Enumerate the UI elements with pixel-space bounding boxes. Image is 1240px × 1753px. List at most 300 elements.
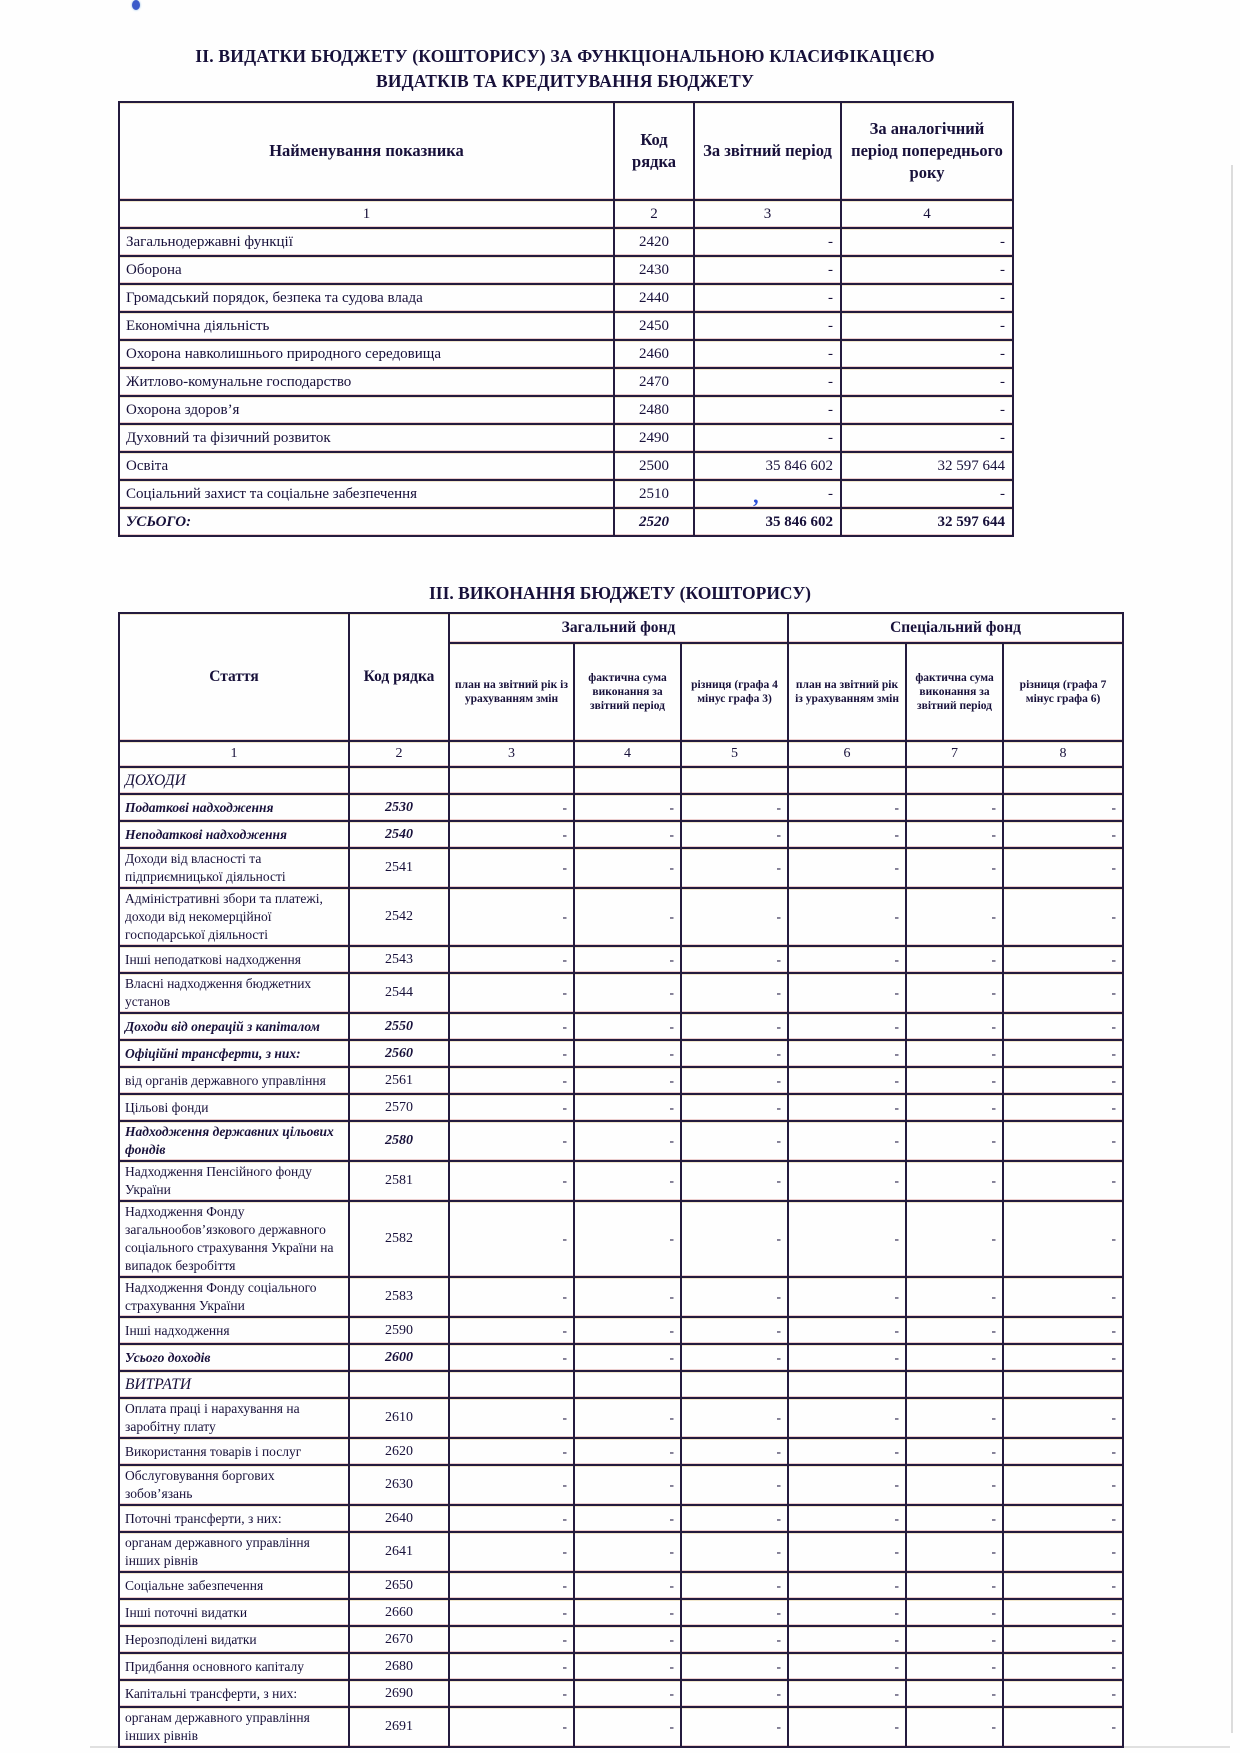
expenses-by-function-table: [118, 101, 1014, 537]
general-fund-actual-cell: -: [574, 821, 681, 848]
special-fund-plan-cell: -: [788, 848, 906, 888]
row-code-cell: 2590: [349, 1317, 449, 1344]
row-code-cell: 2544: [349, 973, 449, 1013]
general-fund-actual-cell: -: [574, 1067, 681, 1094]
general-fund-plan-cell: -: [449, 1161, 574, 1201]
special-fund-diff-cell: -: [1003, 946, 1123, 973]
special-fund-actual-cell: -: [906, 888, 1003, 946]
previous-period-value-cell: -: [841, 228, 1013, 256]
row-code-cell: 2542: [349, 888, 449, 946]
general-fund-plan-cell: -: [449, 1121, 574, 1161]
special-fund-plan-cell: -: [788, 1317, 906, 1344]
general-fund-plan-cell: -: [449, 1572, 574, 1599]
special-fund-plan-cell: -: [788, 888, 906, 946]
general-fund-plan-cell: [449, 1371, 574, 1398]
general-fund-actual-cell: -: [574, 1707, 681, 1747]
sub-header-special-plan: план на звітний рік із урахуванням змін: [788, 643, 906, 741]
indicator-name-cell: Охорона навколишнього природного середовища: [119, 340, 614, 368]
general-fund-actual-cell: -: [574, 888, 681, 946]
section2-title-line2: ВИДАТКІВ ТА КРЕДИТУВАННЯ БЮДЖЕТУ: [375, 71, 754, 91]
sub-header-general-diff: різниця (графа 4 мінус графа 3): [681, 643, 788, 741]
special-fund-actual-cell: -: [906, 1344, 1003, 1371]
general-fund-actual-cell: -: [574, 973, 681, 1013]
indicator-name-cell: Духовний та фізичний розвиток: [119, 424, 614, 452]
special-fund-plan-cell: [788, 1371, 906, 1398]
row-code-cell: 2541: [349, 848, 449, 888]
general-fund-diff-cell: -: [681, 794, 788, 821]
general-fund-actual-cell: -: [574, 1505, 681, 1532]
general-fund-actual-cell: -: [574, 794, 681, 821]
article-name-cell: органам державного управління інших рівнів: [119, 1707, 349, 1747]
row-code-cell: 2520: [614, 508, 694, 536]
col-number: 4: [841, 200, 1013, 228]
table-row: [119, 396, 1013, 424]
general-fund-plan-cell: -: [449, 1344, 574, 1371]
indicator-name-cell: Економічна діяльність: [119, 312, 614, 340]
article-name-cell: Надходження Фонду соціального страхування України: [119, 1277, 349, 1317]
table-row: [119, 973, 1123, 1013]
indicator-name-cell: УСЬОГО:: [119, 508, 614, 536]
sub-header-special-actual: фактична сума виконання за звітний період: [906, 643, 1003, 741]
section3-title: ІІІ. ВИКОНАННЯ БЮДЖЕТУ (КОШТОРИСУ): [428, 583, 812, 603]
special-fund-actual-cell: -: [906, 1680, 1003, 1707]
col-number: 3: [694, 200, 841, 228]
special-fund-diff-cell: -: [1003, 1653, 1123, 1680]
article-name-cell: Надходження державних цільових фондів: [119, 1121, 349, 1161]
general-fund-diff-cell: -: [681, 1680, 788, 1707]
row-code-cell: 2580: [349, 1121, 449, 1161]
special-fund-actual-cell: -: [906, 1121, 1003, 1161]
general-fund-diff-cell: -: [681, 1599, 788, 1626]
col-number: 1: [119, 741, 349, 767]
table-row: [119, 1201, 1123, 1277]
general-fund-diff-cell: -: [681, 1067, 788, 1094]
article-name-cell: Інші надходження: [119, 1317, 349, 1344]
group-header-special-fund: Спеціальний фонд: [788, 613, 1123, 643]
special-fund-diff-cell: -: [1003, 1626, 1123, 1653]
row-code-cell: 2550: [349, 1013, 449, 1040]
col-header-row-code: Код рядка: [614, 102, 694, 200]
general-fund-plan-cell: -: [449, 1465, 574, 1505]
special-fund-diff-cell: -: [1003, 1465, 1123, 1505]
row-code-cell: 2670: [349, 1626, 449, 1653]
previous-period-value-cell: -: [841, 396, 1013, 424]
table-row: [119, 888, 1123, 946]
article-name-cell: Нерозподілені видатки: [119, 1626, 349, 1653]
article-name-cell: Оплата праці і нарахування на заробітну плату: [119, 1398, 349, 1438]
article-name-cell: Цільові фонди: [119, 1094, 349, 1121]
article-name-cell: Надходження Фонду загальнообов’язкового державного соціального страхування України на випадок безробіття: [119, 1201, 349, 1277]
row-code-cell: 2500: [614, 452, 694, 480]
special-fund-plan-cell: -: [788, 1161, 906, 1201]
row-code-cell: 2582: [349, 1201, 449, 1277]
row-code-cell: 2450: [614, 312, 694, 340]
general-fund-plan-cell: -: [449, 1277, 574, 1317]
special-fund-diff-cell: -: [1003, 1680, 1123, 1707]
row-code-cell: 2460: [614, 340, 694, 368]
col-number: 6: [788, 741, 906, 767]
expenses-table-body: [119, 228, 1013, 536]
special-fund-actual-cell: -: [906, 1398, 1003, 1438]
special-fund-actual-cell: -: [906, 1599, 1003, 1626]
general-fund-diff-cell: -: [681, 1707, 788, 1747]
general-fund-plan-cell: -: [449, 821, 574, 848]
special-fund-diff-cell: -: [1003, 848, 1123, 888]
article-name-cell: Інші поточні видатки: [119, 1599, 349, 1626]
row-code-cell: 2690: [349, 1680, 449, 1707]
row-code-cell: 2680: [349, 1653, 449, 1680]
expenses-table-header: [119, 102, 1013, 228]
table-row: [119, 821, 1123, 848]
execution-table-header: [119, 613, 1123, 767]
special-fund-actual-cell: -: [906, 973, 1003, 1013]
special-fund-actual-cell: -: [906, 1532, 1003, 1572]
reporting-period-value-cell: -: [694, 368, 841, 396]
general-fund-diff-cell: -: [681, 973, 788, 1013]
general-fund-actual-cell: -: [574, 1317, 681, 1344]
sub-header-general-actual: фактична сума виконання за звітний період: [574, 643, 681, 741]
row-code-cell: 2560: [349, 1040, 449, 1067]
special-fund-actual-cell: [906, 767, 1003, 794]
general-fund-plan-cell: -: [449, 1505, 574, 1532]
special-fund-plan-cell: -: [788, 1680, 906, 1707]
special-fund-actual-cell: -: [906, 946, 1003, 973]
indicator-name-cell: Житлово-комунальне господарство: [119, 368, 614, 396]
row-code-cell: 2650: [349, 1572, 449, 1599]
special-fund-plan-cell: -: [788, 1277, 906, 1317]
table-row: [119, 340, 1013, 368]
table-row: [119, 480, 1013, 508]
row-code-cell: 2600: [349, 1344, 449, 1371]
special-fund-actual-cell: -: [906, 1438, 1003, 1465]
table-row: [119, 1161, 1123, 1201]
table-row: [119, 1465, 1123, 1505]
special-fund-diff-cell: -: [1003, 1067, 1123, 1094]
general-fund-plan-cell: -: [449, 1094, 574, 1121]
general-fund-plan-cell: -: [449, 888, 574, 946]
article-name-cell: Капітальні трансферти, з них:: [119, 1680, 349, 1707]
article-name-cell: Придбання основного капіталу: [119, 1653, 349, 1680]
table-row: [119, 1572, 1123, 1599]
article-name-cell: Надходження Пенсійного фонду України: [119, 1161, 349, 1201]
article-name-cell: Використання товарів і послуг: [119, 1438, 349, 1465]
table-row: [119, 767, 1123, 794]
special-fund-diff-cell: [1003, 1371, 1123, 1398]
special-fund-actual-cell: -: [906, 1626, 1003, 1653]
table-row: [119, 1680, 1123, 1707]
table-row: [119, 1599, 1123, 1626]
general-fund-diff-cell: -: [681, 1653, 788, 1680]
general-fund-plan-cell: -: [449, 848, 574, 888]
general-fund-actual-cell: -: [574, 1572, 681, 1599]
previous-period-value-cell: -: [841, 368, 1013, 396]
special-fund-diff-cell: -: [1003, 821, 1123, 848]
table-row: [119, 848, 1123, 888]
special-fund-actual-cell: -: [906, 1161, 1003, 1201]
general-fund-diff-cell: -: [681, 1438, 788, 1465]
general-fund-plan-cell: -: [449, 1680, 574, 1707]
general-fund-actual-cell: -: [574, 1680, 681, 1707]
table-row: [119, 1626, 1123, 1653]
general-fund-diff-cell: -: [681, 1572, 788, 1599]
table-row: [119, 1317, 1123, 1344]
table-row: [119, 1040, 1123, 1067]
special-fund-plan-cell: -: [788, 1653, 906, 1680]
general-fund-diff-cell: -: [681, 1013, 788, 1040]
special-fund-actual-cell: -: [906, 1067, 1003, 1094]
special-fund-diff-cell: -: [1003, 1161, 1123, 1201]
row-code-cell: 2480: [614, 396, 694, 424]
article-name-cell: Соціальне забезпечення: [119, 1572, 349, 1599]
reporting-period-value-cell: -: [694, 256, 841, 284]
general-fund-actual-cell: -: [574, 1653, 681, 1680]
table-row: [119, 1707, 1123, 1747]
table-row: [119, 1277, 1123, 1317]
general-fund-actual-cell: -: [574, 946, 681, 973]
article-name-cell: Адміністративні збори та платежі, доходи від некомерційної господарської діяльності: [119, 888, 349, 946]
general-fund-diff-cell: -: [681, 946, 788, 973]
special-fund-plan-cell: [788, 767, 906, 794]
scan-edge-right: [1231, 165, 1233, 1733]
row-code-cell: 2543: [349, 946, 449, 973]
special-fund-diff-cell: -: [1003, 1040, 1123, 1067]
special-fund-diff-cell: -: [1003, 1121, 1123, 1161]
article-name-cell: Доходи від власності та підприємницької діяльності: [119, 848, 349, 888]
table-row: [119, 256, 1013, 284]
scan-artifact-dot-icon: [132, 0, 140, 10]
previous-period-value-cell: -: [841, 284, 1013, 312]
special-fund-diff-cell: -: [1003, 1505, 1123, 1532]
special-fund-actual-cell: -: [906, 1572, 1003, 1599]
general-fund-actual-cell: -: [574, 1277, 681, 1317]
special-fund-diff-cell: -: [1003, 794, 1123, 821]
special-fund-actual-cell: -: [906, 1653, 1003, 1680]
article-name-cell: Податкові надходження: [119, 794, 349, 821]
article-name-cell: Поточні трансферти, з них:: [119, 1505, 349, 1532]
col-header-indicator-name: Найменування показника: [119, 102, 614, 200]
indicator-name-cell: Оборона: [119, 256, 614, 284]
special-fund-plan-cell: -: [788, 1532, 906, 1572]
general-fund-plan-cell: -: [449, 1653, 574, 1680]
previous-period-value-cell: -: [841, 340, 1013, 368]
row-code-cell: 2640: [349, 1505, 449, 1532]
reporting-period-value-cell: -: [694, 396, 841, 424]
general-fund-actual-cell: -: [574, 1398, 681, 1438]
reporting-period-value-cell: -: [694, 480, 841, 508]
general-fund-diff-cell: -: [681, 1317, 788, 1344]
indicator-name-cell: Освіта: [119, 452, 614, 480]
special-fund-plan-cell: -: [788, 1013, 906, 1040]
special-fund-actual-cell: -: [906, 1465, 1003, 1505]
special-fund-actual-cell: -: [906, 1505, 1003, 1532]
execution-table-body: [119, 767, 1123, 1747]
article-name-cell: Офіційні трансферти, з них:: [119, 1040, 349, 1067]
general-fund-plan-cell: -: [449, 1013, 574, 1040]
row-code-cell: 2490: [614, 424, 694, 452]
general-fund-plan-cell: -: [449, 1398, 574, 1438]
row-code-cell: 2630: [349, 1465, 449, 1505]
general-fund-plan-cell: -: [449, 1317, 574, 1344]
col-number: 4: [574, 741, 681, 767]
scan-artifact-apostrophe: ’: [752, 494, 760, 519]
article-name-cell: від органів державного управління: [119, 1067, 349, 1094]
previous-period-value-cell: 32 597 644: [841, 452, 1013, 480]
special-fund-actual-cell: -: [906, 1094, 1003, 1121]
special-fund-diff-cell: [1003, 767, 1123, 794]
table-row: [119, 1067, 1123, 1094]
table-row: [119, 228, 1013, 256]
general-fund-actual-cell: -: [574, 1599, 681, 1626]
special-fund-actual-cell: -: [906, 1013, 1003, 1040]
previous-period-value-cell: -: [841, 312, 1013, 340]
general-fund-actual-cell: -: [574, 848, 681, 888]
general-fund-diff-cell: -: [681, 1505, 788, 1532]
special-fund-plan-cell: -: [788, 1040, 906, 1067]
row-code-cell: 2420: [614, 228, 694, 256]
table-row: [119, 1013, 1123, 1040]
general-fund-actual-cell: [574, 767, 681, 794]
general-fund-plan-cell: -: [449, 1201, 574, 1277]
indicator-name-cell: Громадський порядок, безпека та судова влада: [119, 284, 614, 312]
article-name-cell: Власні надходження бюджетних установ: [119, 973, 349, 1013]
special-fund-plan-cell: -: [788, 973, 906, 1013]
reporting-period-value-cell: 35 846 602: [694, 508, 841, 536]
general-fund-diff-cell: -: [681, 1161, 788, 1201]
previous-period-value-cell: 32 597 644: [841, 508, 1013, 536]
article-name-cell: Обслуговування боргових зобов’язань: [119, 1465, 349, 1505]
table-row: [119, 508, 1013, 536]
general-fund-actual-cell: -: [574, 1465, 681, 1505]
special-fund-actual-cell: -: [906, 1277, 1003, 1317]
sub-header-special-diff: різниця (графа 7 мінус графа 6): [1003, 643, 1123, 741]
special-fund-diff-cell: -: [1003, 1398, 1123, 1438]
indicator-name-cell: Загальнодержавні функції: [119, 228, 614, 256]
indicator-name-cell: Соціальний захист та соціальне забезпечення: [119, 480, 614, 508]
general-fund-diff-cell: [681, 1371, 788, 1398]
reporting-period-value-cell: 35 846 602: [694, 452, 841, 480]
general-fund-actual-cell: [574, 1371, 681, 1398]
table-row: [119, 1121, 1123, 1161]
row-code-cell: 2540: [349, 821, 449, 848]
special-fund-plan-cell: -: [788, 1599, 906, 1626]
col-number: 2: [614, 200, 694, 228]
col-header-previous-period: За аналогічний період попереднього року: [841, 102, 1013, 200]
special-fund-diff-cell: -: [1003, 1344, 1123, 1371]
document-content: [118, 44, 1124, 1748]
col-number: 8: [1003, 741, 1123, 767]
general-fund-diff-cell: -: [681, 1277, 788, 1317]
table-row: [119, 1094, 1123, 1121]
col-header-reporting-period: За звітний період: [694, 102, 841, 200]
general-fund-diff-cell: -: [681, 888, 788, 946]
special-fund-actual-cell: -: [906, 1707, 1003, 1747]
special-fund-plan-cell: -: [788, 1094, 906, 1121]
table-row: [119, 1371, 1123, 1398]
col-number: 1: [119, 200, 614, 228]
general-fund-actual-cell: -: [574, 1013, 681, 1040]
special-fund-plan-cell: -: [788, 794, 906, 821]
budget-execution-table: [118, 612, 1124, 1748]
general-fund-plan-cell: -: [449, 1532, 574, 1572]
general-fund-diff-cell: -: [681, 1040, 788, 1067]
general-fund-actual-cell: -: [574, 1094, 681, 1121]
special-fund-diff-cell: -: [1003, 1532, 1123, 1572]
article-name-cell: ДОХОДИ: [119, 767, 349, 794]
general-fund-diff-cell: -: [681, 1121, 788, 1161]
reporting-period-value-cell: -: [694, 228, 841, 256]
special-fund-diff-cell: -: [1003, 973, 1123, 1013]
general-fund-diff-cell: -: [681, 1344, 788, 1371]
general-fund-diff-cell: -: [681, 1398, 788, 1438]
article-name-cell: Неподаткові надходження: [119, 821, 349, 848]
special-fund-diff-cell: -: [1003, 1572, 1123, 1599]
special-fund-plan-cell: -: [788, 1121, 906, 1161]
column-numbers-row: [119, 741, 1123, 767]
general-fund-actual-cell: -: [574, 1532, 681, 1572]
section2-title-line1: ІІ. ВИДАТКИ БЮДЖЕТУ (КОШТОРИСУ) ЗА ФУНКЦІОНАЛЬНОЮ КЛАСИФІКАЦІЄЮ: [195, 46, 935, 66]
row-code-cell: 2561: [349, 1067, 449, 1094]
row-code-cell: 2570: [349, 1094, 449, 1121]
row-code-cell: [349, 1371, 449, 1398]
special-fund-diff-cell: -: [1003, 1201, 1123, 1277]
row-code-cell: 2691: [349, 1707, 449, 1747]
reporting-period-value-cell: -: [694, 340, 841, 368]
special-fund-plan-cell: -: [788, 1344, 906, 1371]
general-fund-plan-cell: [449, 767, 574, 794]
row-code-cell: 2610: [349, 1398, 449, 1438]
section2-title: [118, 44, 1012, 94]
special-fund-diff-cell: -: [1003, 1317, 1123, 1344]
table-row: [119, 452, 1013, 480]
general-fund-actual-cell: -: [574, 1438, 681, 1465]
special-fund-plan-cell: -: [788, 1505, 906, 1532]
table-row: [119, 1344, 1123, 1371]
special-fund-plan-cell: -: [788, 1067, 906, 1094]
col-header-row-code: Код рядка: [349, 613, 449, 741]
table-row: [119, 1532, 1123, 1572]
reporting-period-value-cell: -: [694, 284, 841, 312]
special-fund-diff-cell: -: [1003, 1013, 1123, 1040]
article-name-cell: Усього доходів: [119, 1344, 349, 1371]
special-fund-actual-cell: -: [906, 1201, 1003, 1277]
article-name-cell: ВИТРАТИ: [119, 1371, 349, 1398]
special-fund-plan-cell: -: [788, 1465, 906, 1505]
special-fund-actual-cell: -: [906, 821, 1003, 848]
general-fund-diff-cell: -: [681, 1201, 788, 1277]
table-row: [119, 1398, 1123, 1438]
special-fund-actual-cell: -: [906, 1040, 1003, 1067]
row-code-cell: [349, 767, 449, 794]
column-numbers-row: [119, 200, 1013, 228]
row-code-cell: 2510: [614, 480, 694, 508]
general-fund-plan-cell: -: [449, 1599, 574, 1626]
special-fund-diff-cell: -: [1003, 1438, 1123, 1465]
article-name-cell: Доходи від операцій з капіталом: [119, 1013, 349, 1040]
row-code-cell: 2581: [349, 1161, 449, 1201]
row-code-cell: 2430: [614, 256, 694, 284]
general-fund-diff-cell: -: [681, 1626, 788, 1653]
special-fund-plan-cell: -: [788, 1626, 906, 1653]
sub-header-general-plan: план на звітний рік із урахуванням змін: [449, 643, 574, 741]
general-fund-diff-cell: -: [681, 1532, 788, 1572]
row-code-cell: 2641: [349, 1532, 449, 1572]
special-fund-plan-cell: -: [788, 1201, 906, 1277]
special-fund-actual-cell: -: [906, 794, 1003, 821]
general-fund-plan-cell: -: [449, 1626, 574, 1653]
table-row: [119, 794, 1123, 821]
special-fund-plan-cell: -: [788, 946, 906, 973]
table-row: [119, 1438, 1123, 1465]
